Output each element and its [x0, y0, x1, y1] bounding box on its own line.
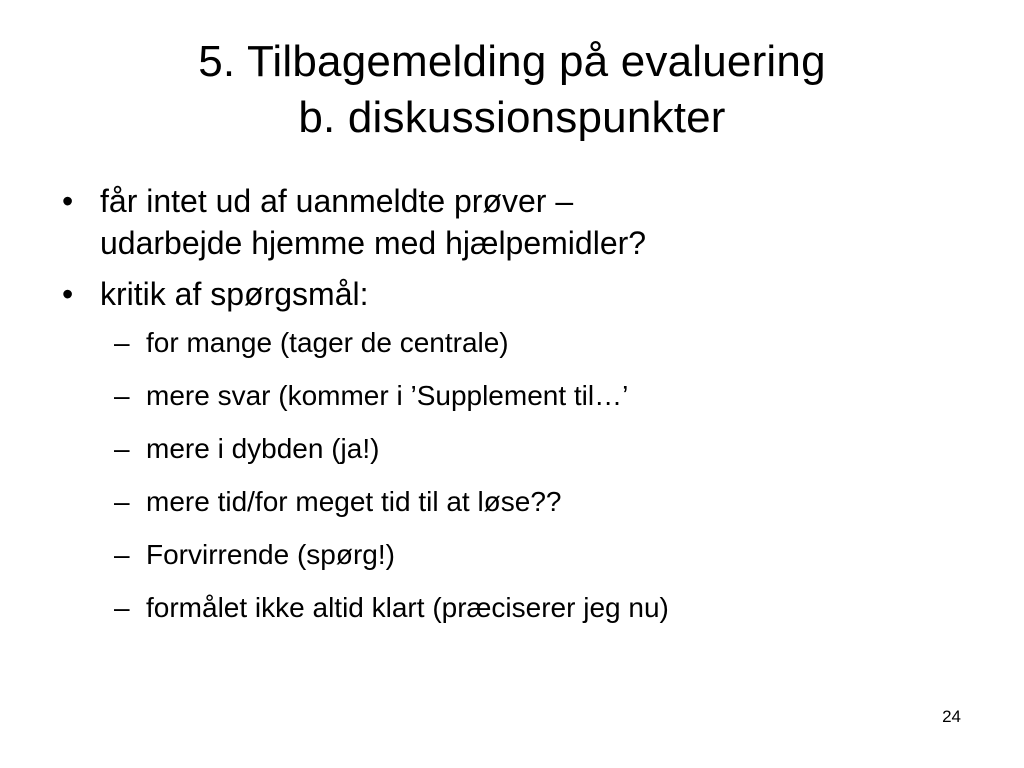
bullet-text-line-1: kritik af spørgsmål:	[100, 276, 369, 312]
sub-bullet-text: formålet ikke altid klart (præciserer jeg nu)	[146, 592, 669, 623]
sub-bullet-text: mere svar (kommer i ’Supplement til…’	[146, 380, 629, 411]
sub-bullet-marker: –	[114, 539, 130, 570]
sub-bullet-marker: –	[114, 433, 130, 464]
bullet-marker: •	[62, 276, 74, 312]
sub-bullet-item	[62, 484, 962, 520]
sub-bullet-item	[62, 431, 962, 467]
bullet-marker: •	[62, 183, 74, 219]
page-number: 24	[942, 707, 961, 726]
sub-bullet-text: Forvirrende (spørg!)	[146, 539, 395, 570]
sub-bullet-list	[62, 325, 962, 626]
title-line-1: 5. Tilbagemelding på evaluering	[198, 37, 826, 86]
sub-bullet-item	[62, 537, 962, 573]
bullet-item	[62, 273, 962, 315]
sub-bullet-marker: –	[114, 380, 130, 411]
title-line-2: b. diskussionspunkter	[298, 93, 726, 142]
sub-bullet-item	[62, 325, 962, 361]
bullet-text-line-2: udarbejde hjemme med hjælpemidler?	[100, 225, 647, 261]
slide-title	[0, 34, 1024, 146]
sub-bullet-item	[62, 378, 962, 414]
sub-bullet-marker: –	[114, 592, 130, 623]
sub-bullet-text: for mange (tager de centrale)	[146, 327, 509, 358]
sub-bullet-marker: –	[114, 327, 130, 358]
bullet-item	[62, 180, 962, 264]
slide-content	[62, 180, 962, 643]
sub-bullet-text: mere i dybden (ja!)	[146, 433, 380, 464]
sub-bullet-marker: –	[114, 486, 130, 517]
bullet-text-line-1: får intet ud af uanmeldte prøver –	[100, 183, 574, 219]
sub-bullet-item	[62, 590, 962, 626]
sub-bullet-text: mere tid/for meget tid til at løse??	[146, 486, 562, 517]
